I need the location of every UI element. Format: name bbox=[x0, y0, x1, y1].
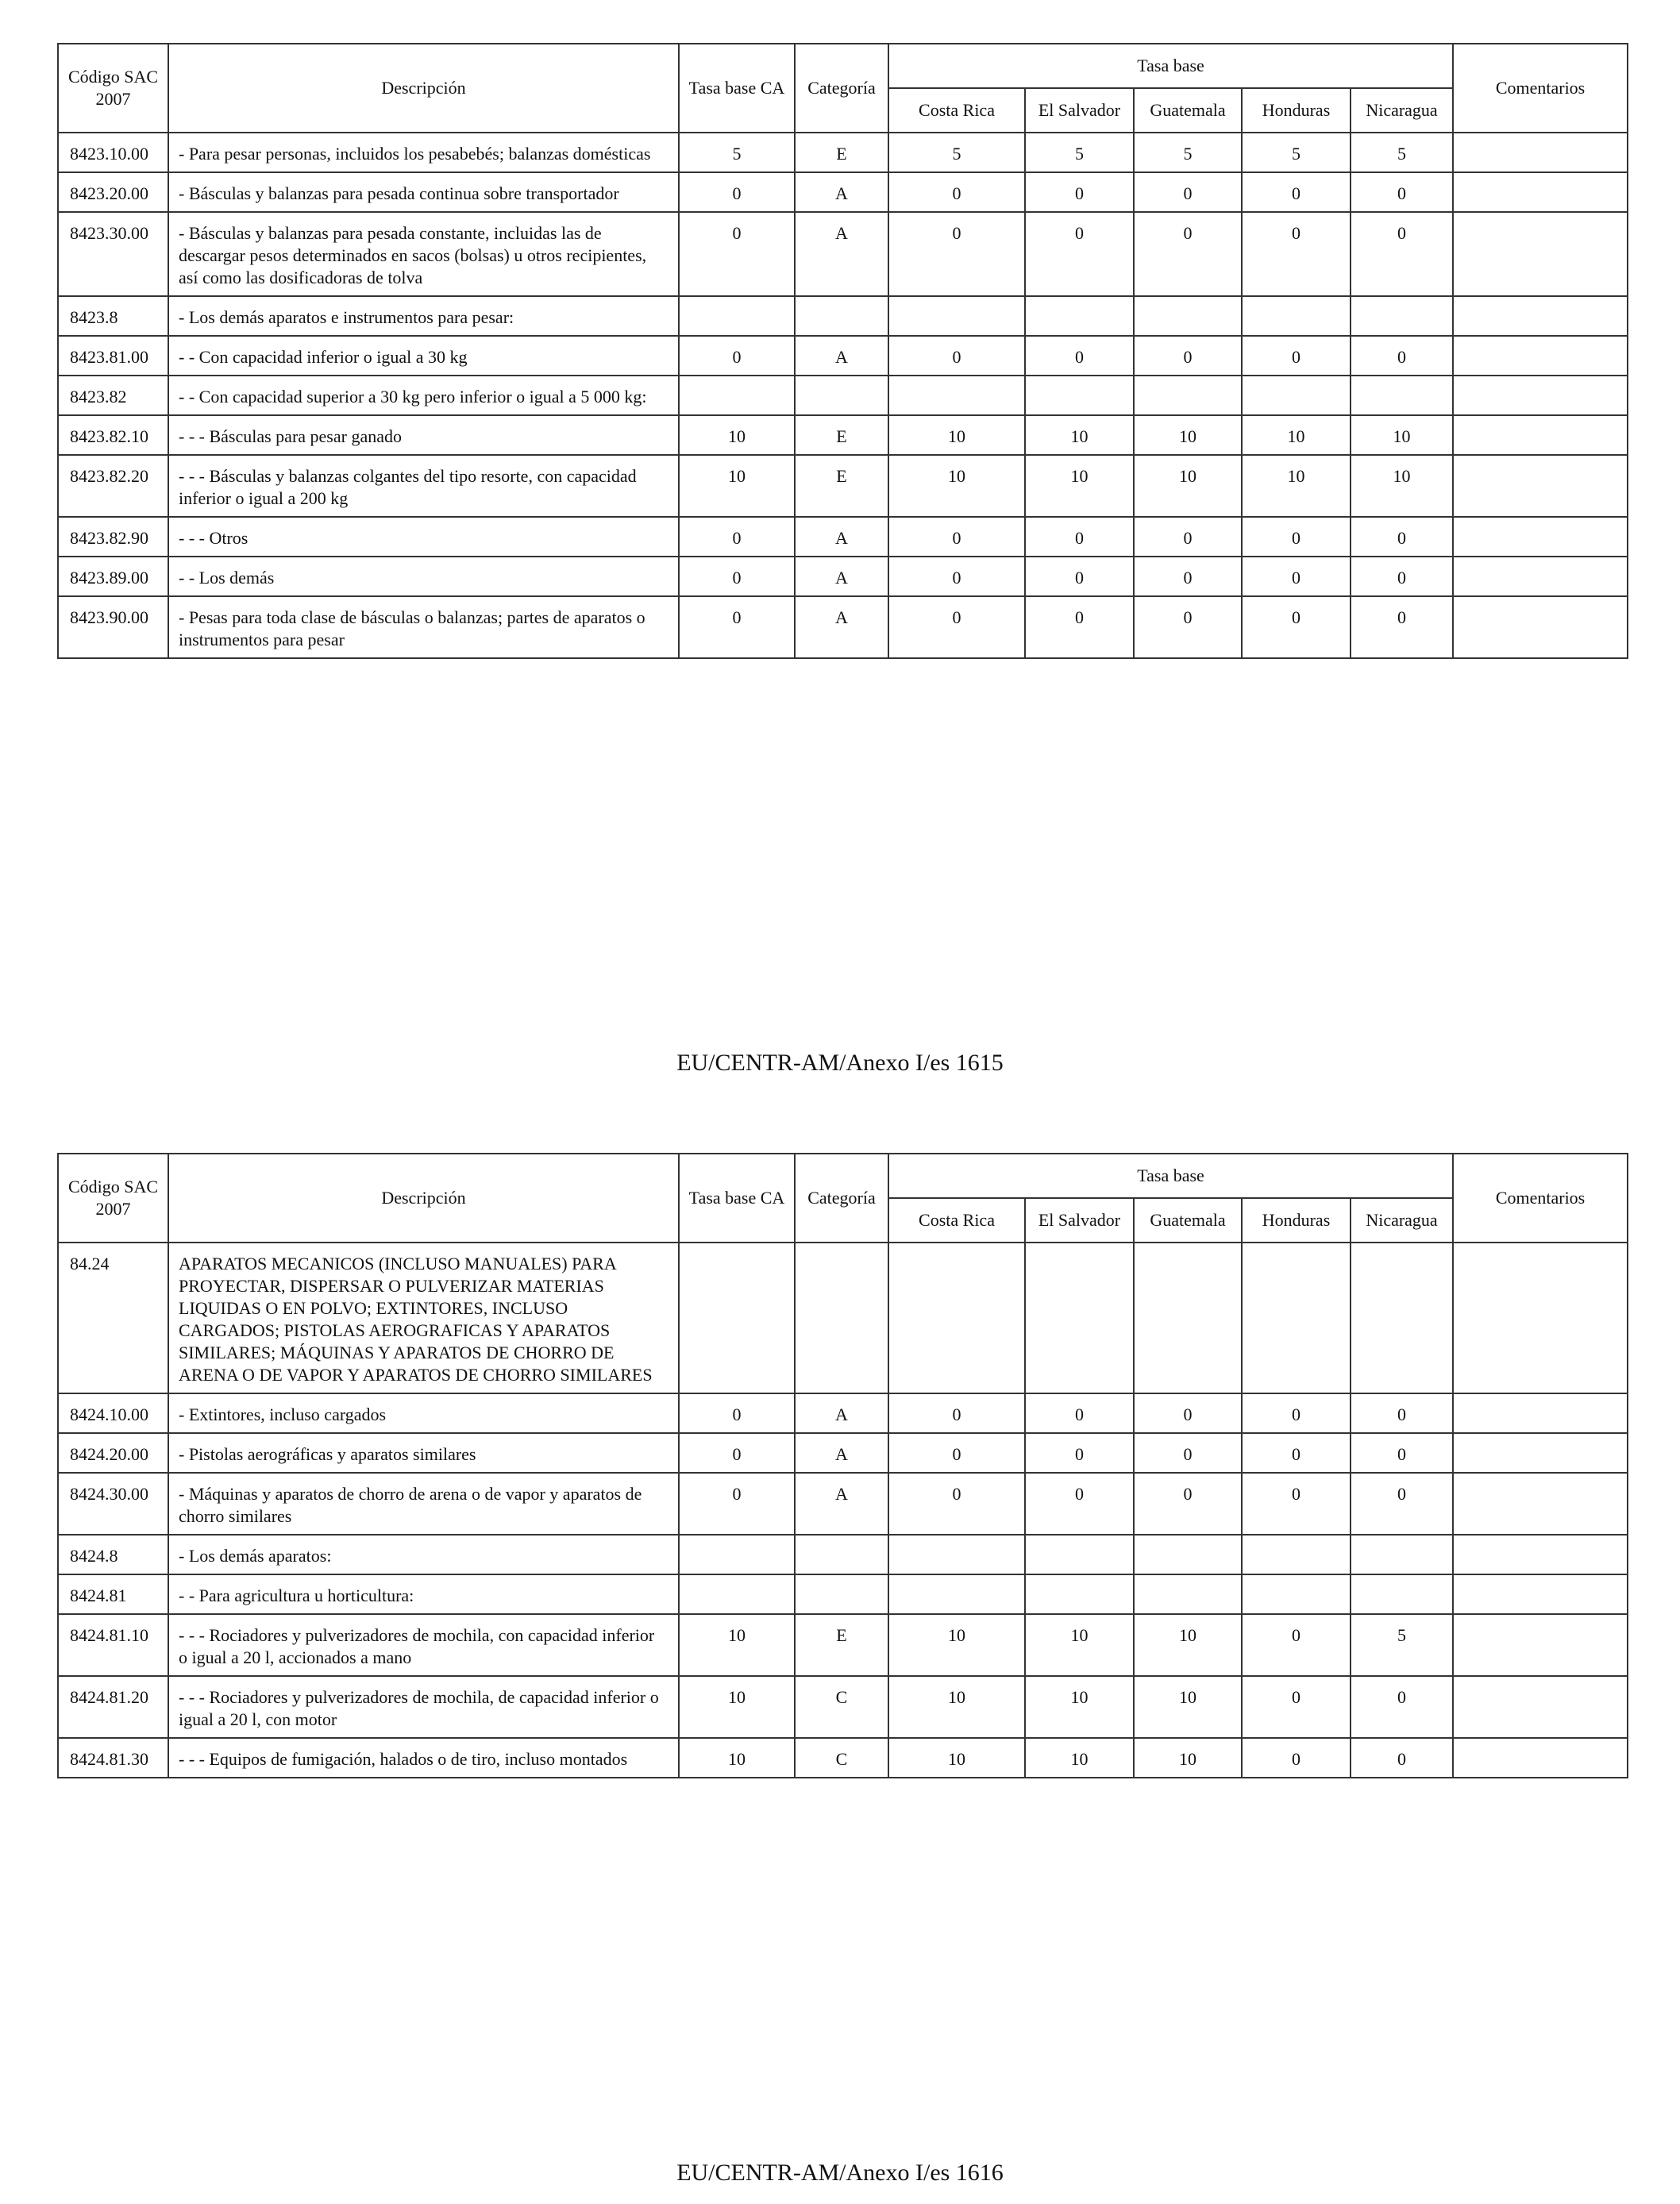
cell-descripcion: - - - Rociadores y pulverizadores de mochila, de capacidad inferior o igual a 20 l, con motor bbox=[168, 1676, 679, 1738]
cell-el-salvador: 5 bbox=[1025, 133, 1134, 172]
table-row bbox=[58, 336, 1628, 376]
cell-guatemala: 0 bbox=[1134, 1473, 1242, 1535]
cell-el-salvador: 0 bbox=[1025, 172, 1134, 212]
table-row bbox=[58, 596, 1628, 658]
cell-categoria bbox=[795, 296, 888, 336]
cell-descripcion: - Extintores, incluso cargados bbox=[168, 1393, 679, 1433]
cell-honduras bbox=[1242, 1574, 1351, 1614]
header-codigo: Código SAC 2007 bbox=[58, 44, 168, 133]
cell-categoria: A bbox=[795, 172, 888, 212]
cell-nicaragua bbox=[1351, 376, 1453, 415]
table-row bbox=[58, 296, 1628, 336]
cell-comentarios bbox=[1453, 455, 1628, 517]
header-costa-rica: Costa Rica bbox=[888, 88, 1025, 133]
table-row bbox=[58, 1535, 1628, 1574]
cell-comentarios bbox=[1453, 172, 1628, 212]
header-nicaragua: Nicaragua bbox=[1351, 1198, 1453, 1243]
header-tasa-base-ca: Tasa base CA bbox=[679, 1154, 795, 1243]
cell-honduras bbox=[1242, 1535, 1351, 1574]
cell-costa-rica bbox=[888, 1243, 1025, 1393]
cell-categoria: C bbox=[795, 1676, 888, 1738]
cell-costa-rica: 10 bbox=[888, 415, 1025, 455]
cell-codigo: 8423.30.00 bbox=[58, 212, 168, 296]
cell-tasa-base-ca bbox=[679, 376, 795, 415]
cell-categoria: C bbox=[795, 1738, 888, 1778]
cell-honduras: 10 bbox=[1242, 415, 1351, 455]
cell-comentarios bbox=[1453, 1243, 1628, 1393]
cell-codigo: 8424.30.00 bbox=[58, 1473, 168, 1535]
cell-comentarios bbox=[1453, 133, 1628, 172]
header-tasa-base-ca: Tasa base CA bbox=[679, 44, 795, 133]
cell-el-salvador: 10 bbox=[1025, 1738, 1134, 1778]
tariff-table-1 bbox=[57, 43, 1628, 659]
cell-codigo: 8423.82 bbox=[58, 376, 168, 415]
cell-descripcion: - - - Equipos de fumigación, halados o de tiro, incluso montados bbox=[168, 1738, 679, 1778]
cell-categoria: A bbox=[795, 212, 888, 296]
table-row bbox=[58, 133, 1628, 172]
cell-el-salvador bbox=[1025, 1535, 1134, 1574]
header-tasa-base: Tasa base bbox=[888, 44, 1453, 88]
cell-costa-rica bbox=[888, 296, 1025, 336]
cell-el-salvador: 0 bbox=[1025, 1393, 1134, 1433]
cell-tasa-base-ca: 0 bbox=[679, 517, 795, 557]
cell-tasa-base-ca: 0 bbox=[679, 1393, 795, 1433]
cell-honduras: 0 bbox=[1242, 1393, 1351, 1433]
cell-codigo: 84.24 bbox=[58, 1243, 168, 1393]
page-footer: EU/CENTR-AM/Anexo I/es 1616 bbox=[676, 2160, 1004, 2186]
table-row bbox=[58, 212, 1628, 296]
cell-costa-rica bbox=[888, 1535, 1025, 1574]
cell-guatemala bbox=[1134, 1243, 1242, 1393]
cell-tasa-base-ca: 5 bbox=[679, 133, 795, 172]
cell-comentarios bbox=[1453, 212, 1628, 296]
cell-comentarios bbox=[1453, 517, 1628, 557]
header-descripcion: Descripción bbox=[168, 1154, 679, 1243]
cell-codigo: 8423.89.00 bbox=[58, 557, 168, 596]
table-row bbox=[58, 557, 1628, 596]
cell-codigo: 8423.82.20 bbox=[58, 455, 168, 517]
cell-costa-rica: 0 bbox=[888, 1393, 1025, 1433]
cell-guatemala: 0 bbox=[1134, 1393, 1242, 1433]
cell-tasa-base-ca: 0 bbox=[679, 336, 795, 376]
cell-nicaragua: 0 bbox=[1351, 1393, 1453, 1433]
cell-tasa-base-ca: 10 bbox=[679, 1738, 795, 1778]
header-honduras: Honduras bbox=[1242, 88, 1351, 133]
cell-honduras: 0 bbox=[1242, 557, 1351, 596]
cell-honduras: 0 bbox=[1242, 1473, 1351, 1535]
cell-nicaragua: 0 bbox=[1351, 1738, 1453, 1778]
header-comentarios: Comentarios bbox=[1453, 1154, 1628, 1243]
cell-nicaragua: 5 bbox=[1351, 1614, 1453, 1676]
cell-codigo: 8423.81.00 bbox=[58, 336, 168, 376]
header-categoria: Categoría bbox=[795, 44, 888, 133]
cell-costa-rica: 10 bbox=[888, 455, 1025, 517]
cell-categoria: E bbox=[795, 133, 888, 172]
header-categoria: Categoría bbox=[795, 1154, 888, 1243]
cell-descripcion: - Los demás aparatos: bbox=[168, 1535, 679, 1574]
cell-guatemala bbox=[1134, 296, 1242, 336]
cell-costa-rica: 0 bbox=[888, 212, 1025, 296]
cell-descripcion: - Los demás aparatos e instrumentos para pesar: bbox=[168, 296, 679, 336]
cell-guatemala bbox=[1134, 376, 1242, 415]
cell-el-salvador bbox=[1025, 1574, 1134, 1614]
cell-costa-rica: 0 bbox=[888, 1433, 1025, 1473]
cell-honduras: 0 bbox=[1242, 212, 1351, 296]
header-el-salvador: El Salvador bbox=[1025, 88, 1134, 133]
cell-costa-rica: 0 bbox=[888, 557, 1025, 596]
cell-el-salvador bbox=[1025, 1243, 1134, 1393]
cell-honduras: 0 bbox=[1242, 1738, 1351, 1778]
cell-tasa-base-ca: 10 bbox=[679, 415, 795, 455]
cell-nicaragua bbox=[1351, 1535, 1453, 1574]
cell-nicaragua bbox=[1351, 1243, 1453, 1393]
cell-descripcion: - - - Otros bbox=[168, 517, 679, 557]
cell-tasa-base-ca: 0 bbox=[679, 557, 795, 596]
cell-nicaragua: 0 bbox=[1351, 517, 1453, 557]
cell-codigo: 8424.81.20 bbox=[58, 1676, 168, 1738]
cell-descripcion: - Básculas y balanzas para pesada constante, incluidas las de descargar pesos determinados en sacos (bolsas) u otros recipientes, así como las dosificadoras de tolva bbox=[168, 212, 679, 296]
cell-el-salvador: 0 bbox=[1025, 557, 1134, 596]
cell-categoria bbox=[795, 1243, 888, 1393]
header-honduras: Honduras bbox=[1242, 1198, 1351, 1243]
table-row bbox=[58, 376, 1628, 415]
cell-honduras bbox=[1242, 376, 1351, 415]
cell-comentarios bbox=[1453, 296, 1628, 336]
cell-honduras: 5 bbox=[1242, 133, 1351, 172]
cell-tasa-base-ca bbox=[679, 1535, 795, 1574]
cell-guatemala: 10 bbox=[1134, 1614, 1242, 1676]
cell-descripcion: - Máquinas y aparatos de chorro de arena o de vapor y aparatos de chorro similares bbox=[168, 1473, 679, 1535]
cell-categoria: A bbox=[795, 517, 888, 557]
cell-tasa-base-ca bbox=[679, 1574, 795, 1614]
cell-honduras: 0 bbox=[1242, 596, 1351, 658]
cell-nicaragua: 0 bbox=[1351, 336, 1453, 376]
cell-guatemala: 5 bbox=[1134, 133, 1242, 172]
cell-nicaragua: 0 bbox=[1351, 172, 1453, 212]
cell-guatemala: 0 bbox=[1134, 517, 1242, 557]
table-row bbox=[58, 1473, 1628, 1535]
cell-codigo: 8424.10.00 bbox=[58, 1393, 168, 1433]
cell-costa-rica: 10 bbox=[888, 1676, 1025, 1738]
cell-el-salvador: 0 bbox=[1025, 212, 1134, 296]
cell-tasa-base-ca: 0 bbox=[679, 596, 795, 658]
cell-guatemala bbox=[1134, 1535, 1242, 1574]
cell-codigo: 8424.81.30 bbox=[58, 1738, 168, 1778]
cell-categoria bbox=[795, 376, 888, 415]
table-row bbox=[58, 517, 1628, 557]
cell-tasa-base-ca: 10 bbox=[679, 1676, 795, 1738]
cell-nicaragua: 0 bbox=[1351, 212, 1453, 296]
table-row bbox=[58, 1433, 1628, 1473]
cell-nicaragua: 10 bbox=[1351, 415, 1453, 455]
cell-guatemala: 10 bbox=[1134, 415, 1242, 455]
cell-tasa-base-ca bbox=[679, 1243, 795, 1393]
cell-costa-rica: 10 bbox=[888, 1738, 1025, 1778]
cell-el-salvador: 10 bbox=[1025, 415, 1134, 455]
cell-codigo: 8423.10.00 bbox=[58, 133, 168, 172]
table-row bbox=[58, 1676, 1628, 1738]
table-row bbox=[58, 455, 1628, 517]
cell-guatemala: 10 bbox=[1134, 455, 1242, 517]
cell-codigo: 8423.82.90 bbox=[58, 517, 168, 557]
cell-el-salvador: 0 bbox=[1025, 1473, 1134, 1535]
page-footer: EU/CENTR-AM/Anexo I/es 1615 bbox=[676, 1050, 1004, 1076]
cell-comentarios bbox=[1453, 415, 1628, 455]
cell-codigo: 8423.90.00 bbox=[58, 596, 168, 658]
cell-guatemala: 0 bbox=[1134, 1433, 1242, 1473]
cell-codigo: 8423.82.10 bbox=[58, 415, 168, 455]
table-row bbox=[58, 1574, 1628, 1614]
cell-honduras: 0 bbox=[1242, 336, 1351, 376]
cell-comentarios bbox=[1453, 1473, 1628, 1535]
cell-comentarios bbox=[1453, 336, 1628, 376]
cell-descripcion: - - Con capacidad inferior o igual a 30 kg bbox=[168, 336, 679, 376]
cell-el-salvador: 0 bbox=[1025, 1433, 1134, 1473]
cell-nicaragua bbox=[1351, 296, 1453, 336]
cell-guatemala bbox=[1134, 1574, 1242, 1614]
cell-categoria: A bbox=[795, 1433, 888, 1473]
cell-comentarios bbox=[1453, 1393, 1628, 1433]
cell-nicaragua: 0 bbox=[1351, 1473, 1453, 1535]
table-row bbox=[58, 1393, 1628, 1433]
cell-guatemala: 10 bbox=[1134, 1738, 1242, 1778]
cell-nicaragua: 0 bbox=[1351, 1676, 1453, 1738]
cell-comentarios bbox=[1453, 1738, 1628, 1778]
cell-comentarios bbox=[1453, 1535, 1628, 1574]
cell-costa-rica: 0 bbox=[888, 517, 1025, 557]
cell-comentarios bbox=[1453, 1676, 1628, 1738]
cell-el-salvador: 10 bbox=[1025, 455, 1134, 517]
cell-descripcion: - - Para agricultura u horticultura: bbox=[168, 1574, 679, 1614]
cell-honduras: 0 bbox=[1242, 172, 1351, 212]
cell-categoria: A bbox=[795, 596, 888, 658]
cell-codigo: 8424.8 bbox=[58, 1535, 168, 1574]
cell-honduras bbox=[1242, 1243, 1351, 1393]
header-costa-rica: Costa Rica bbox=[888, 1198, 1025, 1243]
cell-costa-rica: 10 bbox=[888, 1614, 1025, 1676]
cell-honduras: 0 bbox=[1242, 1614, 1351, 1676]
cell-comentarios bbox=[1453, 1614, 1628, 1676]
cell-honduras: 0 bbox=[1242, 1676, 1351, 1738]
cell-categoria: A bbox=[795, 1473, 888, 1535]
cell-costa-rica: 0 bbox=[888, 596, 1025, 658]
cell-descripcion: APARATOS MECANICOS (INCLUSO MANUALES) PARA PROYECTAR, DISPERSAR O PULVERIZAR MATERIAS LIQUIDAS O EN POLVO; EXTINTORES, INCLUSO CARGADOS; PISTOLAS AEROGRAFICAS Y APARATOS SIMILARES; MÁQUINAS Y APARATOS DE CHORRO DE ARENA O DE VAPOR Y APARATOS DE CHORRO SIMILARES bbox=[168, 1243, 679, 1393]
cell-descripcion: - - - Básculas para pesar ganado bbox=[168, 415, 679, 455]
cell-el-salvador: 0 bbox=[1025, 336, 1134, 376]
header-el-salvador: El Salvador bbox=[1025, 1198, 1134, 1243]
header-descripcion: Descripción bbox=[168, 44, 679, 133]
cell-comentarios bbox=[1453, 376, 1628, 415]
table-row bbox=[58, 1738, 1628, 1778]
cell-nicaragua: 0 bbox=[1351, 596, 1453, 658]
cell-honduras bbox=[1242, 296, 1351, 336]
cell-nicaragua bbox=[1351, 1574, 1453, 1614]
cell-descripcion: - Pesas para toda clase de básculas o balanzas; partes de aparatos o instrumentos para pesar bbox=[168, 596, 679, 658]
table-row bbox=[58, 1614, 1628, 1676]
cell-el-salvador: 0 bbox=[1025, 517, 1134, 557]
cell-nicaragua: 10 bbox=[1351, 455, 1453, 517]
cell-categoria: E bbox=[795, 1614, 888, 1676]
cell-honduras: 0 bbox=[1242, 1433, 1351, 1473]
cell-codigo: 8424.81.10 bbox=[58, 1614, 168, 1676]
cell-codigo: 8424.81 bbox=[58, 1574, 168, 1614]
cell-tasa-base-ca: 10 bbox=[679, 1614, 795, 1676]
cell-categoria: A bbox=[795, 557, 888, 596]
cell-tasa-base-ca bbox=[679, 296, 795, 336]
cell-descripcion: - - - Básculas y balanzas colgantes del tipo resorte, con capacidad inferior o igual a 200 kg bbox=[168, 455, 679, 517]
header-nicaragua: Nicaragua bbox=[1351, 88, 1453, 133]
cell-tasa-base-ca: 10 bbox=[679, 455, 795, 517]
table-row bbox=[58, 172, 1628, 212]
cell-costa-rica bbox=[888, 1574, 1025, 1614]
cell-descripcion: - Básculas y balanzas para pesada continua sobre transportador bbox=[168, 172, 679, 212]
cell-categoria: E bbox=[795, 415, 888, 455]
cell-costa-rica: 0 bbox=[888, 1473, 1025, 1535]
cell-descripcion: - Pistolas aerográficas y aparatos similares bbox=[168, 1433, 679, 1473]
cell-descripcion: - - - Rociadores y pulverizadores de mochila, con capacidad inferior o igual a 20 l, accionados a mano bbox=[168, 1614, 679, 1676]
cell-honduras: 10 bbox=[1242, 455, 1351, 517]
cell-categoria: E bbox=[795, 455, 888, 517]
cell-el-salvador: 0 bbox=[1025, 596, 1134, 658]
cell-guatemala: 0 bbox=[1134, 557, 1242, 596]
cell-nicaragua: 0 bbox=[1351, 1433, 1453, 1473]
header-tasa-base: Tasa base bbox=[888, 1154, 1453, 1198]
cell-codigo: 8424.20.00 bbox=[58, 1433, 168, 1473]
header-codigo: Código SAC 2007 bbox=[58, 1154, 168, 1243]
cell-honduras: 0 bbox=[1242, 517, 1351, 557]
cell-nicaragua: 0 bbox=[1351, 557, 1453, 596]
cell-el-salvador: 10 bbox=[1025, 1676, 1134, 1738]
cell-tasa-base-ca: 0 bbox=[679, 172, 795, 212]
cell-costa-rica: 0 bbox=[888, 336, 1025, 376]
cell-categoria bbox=[795, 1535, 888, 1574]
cell-costa-rica: 0 bbox=[888, 172, 1025, 212]
cell-codigo: 8423.20.00 bbox=[58, 172, 168, 212]
cell-tasa-base-ca: 0 bbox=[679, 212, 795, 296]
header-comentarios: Comentarios bbox=[1453, 44, 1628, 133]
cell-categoria: A bbox=[795, 1393, 888, 1433]
cell-costa-rica bbox=[888, 376, 1025, 415]
cell-tasa-base-ca: 0 bbox=[679, 1473, 795, 1535]
table-row bbox=[58, 1243, 1628, 1393]
cell-descripcion: - - Los demás bbox=[168, 557, 679, 596]
cell-guatemala: 0 bbox=[1134, 172, 1242, 212]
cell-guatemala: 10 bbox=[1134, 1676, 1242, 1738]
cell-comentarios bbox=[1453, 1433, 1628, 1473]
cell-comentarios bbox=[1453, 1574, 1628, 1614]
cell-categoria bbox=[795, 1574, 888, 1614]
cell-costa-rica: 5 bbox=[888, 133, 1025, 172]
cell-descripcion: - - Con capacidad superior a 30 kg pero inferior o igual a 5 000 kg: bbox=[168, 376, 679, 415]
cell-guatemala: 0 bbox=[1134, 596, 1242, 658]
tariff-table-2 bbox=[57, 1153, 1628, 1778]
cell-el-salvador bbox=[1025, 296, 1134, 336]
cell-guatemala: 0 bbox=[1134, 212, 1242, 296]
cell-descripcion: - Para pesar personas, incluidos los pesabebés; balanzas domésticas bbox=[168, 133, 679, 172]
cell-comentarios bbox=[1453, 596, 1628, 658]
cell-el-salvador bbox=[1025, 376, 1134, 415]
table-row bbox=[58, 415, 1628, 455]
cell-tasa-base-ca: 0 bbox=[679, 1433, 795, 1473]
header-guatemala: Guatemala bbox=[1134, 1198, 1242, 1243]
cell-guatemala: 0 bbox=[1134, 336, 1242, 376]
cell-nicaragua: 5 bbox=[1351, 133, 1453, 172]
cell-comentarios bbox=[1453, 557, 1628, 596]
cell-categoria: A bbox=[795, 336, 888, 376]
cell-codigo: 8423.8 bbox=[58, 296, 168, 336]
cell-el-salvador: 10 bbox=[1025, 1614, 1134, 1676]
header-guatemala: Guatemala bbox=[1134, 88, 1242, 133]
